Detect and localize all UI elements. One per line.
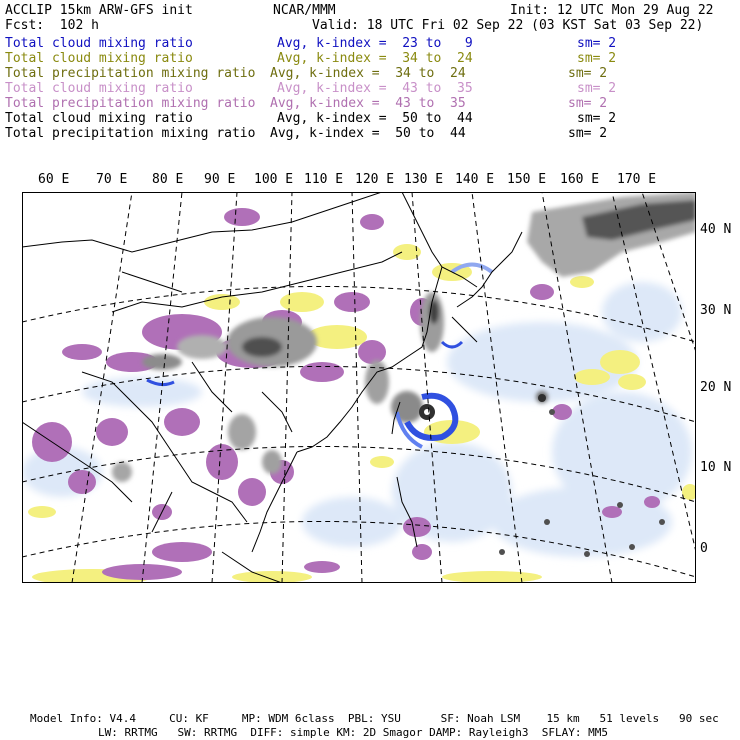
- lon-label: 170 E: [617, 172, 657, 187]
- model-info-line2: LW: RRTMG SW: RRTMG DIFF: simple KM: 2D Smagor DAMP: Rayleigh3 SFLAY: MM5: [98, 726, 608, 739]
- legend-sm: sm= 2: [577, 51, 617, 66]
- legend-avg: Avg, k-index = 43 to 35: [270, 96, 466, 111]
- lon-label: 110 E: [304, 172, 344, 187]
- lat-label: 10 N: [700, 460, 732, 475]
- legend-field: Total precipitation mixing ratio: [5, 96, 256, 111]
- legend-sm: sm= 2: [568, 96, 608, 111]
- lon-label: 60 E: [38, 172, 70, 187]
- legend-avg: Avg, k-index = 43 to 35: [277, 81, 473, 96]
- lat-label: 40 N: [700, 222, 732, 237]
- lon-label: 130 E: [404, 172, 444, 187]
- legend-field: Total cloud mixing ratio: [5, 51, 193, 66]
- forecast-hour: Fcst: 102 h: [5, 18, 99, 33]
- legend-avg: Avg, k-index = 50 to 44: [277, 111, 473, 126]
- lon-label: 160 E: [560, 172, 600, 187]
- lat-label: 0: [700, 541, 708, 556]
- lon-label: 90 E: [204, 172, 236, 187]
- lon-label: 150 E: [507, 172, 547, 187]
- legend-sm: sm= 2: [577, 36, 617, 51]
- legend-sm: sm= 2: [577, 81, 617, 96]
- legend-sm: sm= 2: [568, 126, 608, 141]
- legend-avg: Avg, k-index = 50 to 44: [270, 126, 466, 141]
- legend-avg: Avg, k-index = 34 to 24: [270, 66, 466, 81]
- legend-field: Total cloud mixing ratio: [5, 81, 193, 96]
- legend-field: Total precipitation mixing ratio: [5, 66, 256, 81]
- valid-time: Valid: 18 UTC Fri 02 Sep 22 (03 KST Sat 03 Sep 22): [312, 18, 704, 33]
- legend-sm: sm= 2: [568, 66, 608, 81]
- legend-avg: Avg, k-index = 34 to 24: [277, 51, 473, 66]
- lon-label: 100 E: [254, 172, 294, 187]
- forecast-map: [22, 192, 696, 583]
- lat-label: 30 N: [700, 303, 732, 318]
- lat-label: 20 N: [700, 380, 732, 395]
- model-info-line1: Model Info: V4.4 CU: KF MP: WDM 6class PBL: YSU SF: Noah LSM 15 km 51 levels 90 sec: [30, 712, 719, 725]
- model-title: ACCLIP 15km ARW-GFS init: [5, 3, 193, 18]
- lon-label: 120 E: [355, 172, 395, 187]
- init-time: Init: 12 UTC Mon 29 Aug 22: [510, 3, 714, 18]
- lon-label: 70 E: [96, 172, 128, 187]
- institution-label: NCAR/MMM: [273, 3, 336, 18]
- lon-label: 140 E: [455, 172, 495, 187]
- legend-field: Total precipitation mixing ratio: [5, 126, 256, 141]
- legend-field: Total cloud mixing ratio: [5, 111, 193, 126]
- lon-label: 80 E: [152, 172, 184, 187]
- legend-field: Total cloud mixing ratio: [5, 36, 193, 51]
- legend-avg: Avg, k-index = 23 to 9: [277, 36, 473, 51]
- legend-sm: sm= 2: [577, 111, 617, 126]
